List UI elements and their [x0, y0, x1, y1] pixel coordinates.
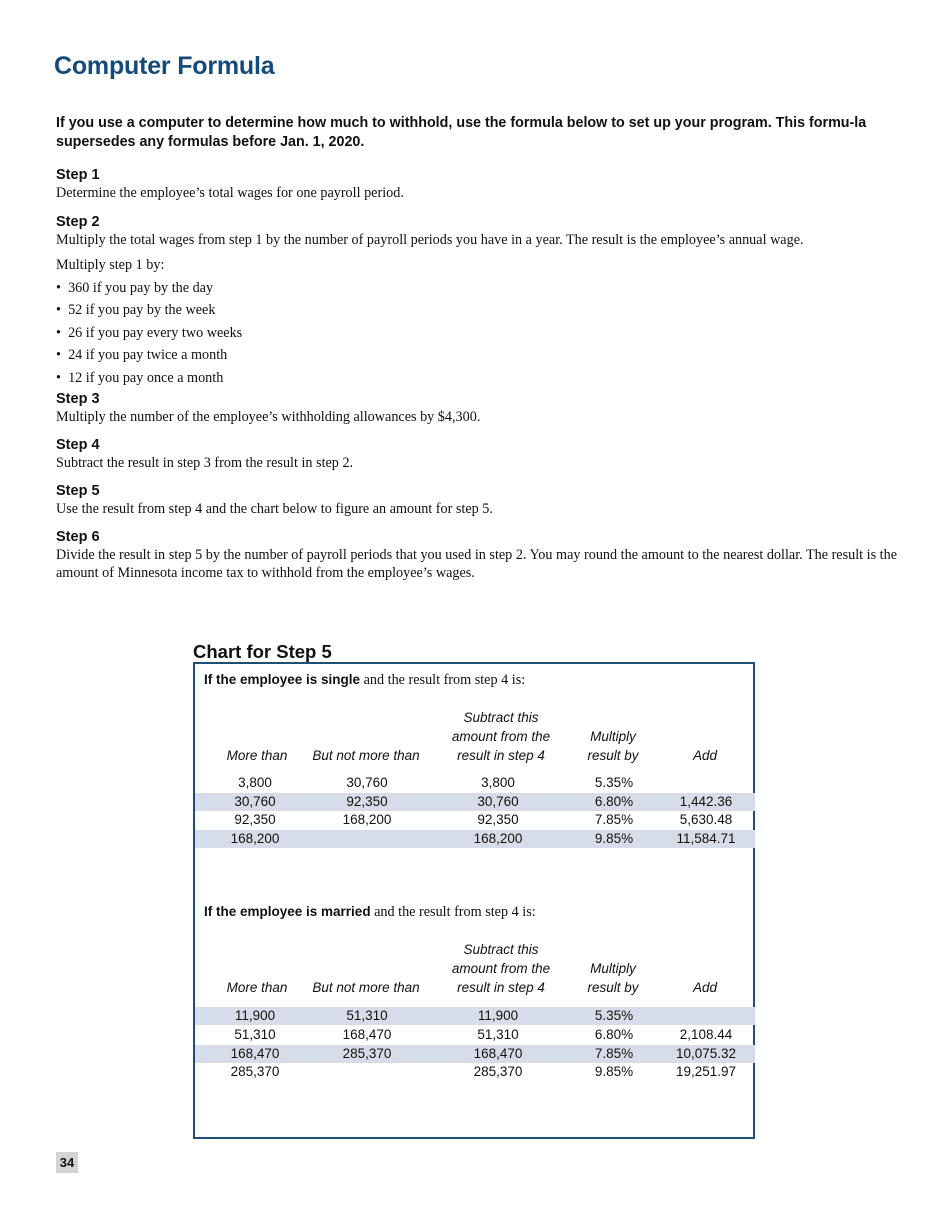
step-heading: Step 4: [56, 436, 100, 453]
list-item: • 52 if you pay by the week: [56, 302, 216, 318]
col-header-subtract: Subtract this amount from the result in step 4: [451, 710, 551, 763]
table-cell: 92,350: [346, 794, 388, 809]
chart-box: [193, 662, 755, 1139]
step-heading: Step 5: [56, 482, 100, 499]
col-header-add: Add: [692, 748, 718, 763]
step-text: Determine the employee’s total wages for one payroll period.: [56, 185, 404, 201]
table-cell: 10,075.32: [675, 1046, 737, 1061]
table-row: [195, 1007, 755, 1025]
lead-rest: and the result from step 4 is:: [360, 672, 526, 688]
table-cell: 5.35%: [594, 1008, 634, 1023]
table-cell: 7.85%: [594, 812, 634, 827]
table-cell: 7.85%: [594, 1046, 634, 1061]
table-cell: 30,760: [234, 794, 276, 809]
bullet-text: 12 if you pay once a month: [68, 369, 224, 386]
col-header-add: Add: [692, 980, 718, 995]
col-header-not-more-than: But not more than: [312, 748, 420, 763]
lead-bold: If the employee is single: [204, 672, 361, 687]
single-section-lead: [204, 672, 525, 689]
lead-rest: and the result from step 4 is:: [370, 904, 536, 920]
list-item: • 26 if you pay every two weeks: [56, 324, 243, 341]
step-1: [56, 166, 906, 213]
table-cell: 2,108.44: [679, 1027, 733, 1042]
table-row: [195, 774, 755, 792]
steps-section: [56, 166, 906, 582]
col-header-more-than: More than: [226, 980, 288, 995]
table-cell: 168,200: [230, 831, 280, 846]
table-cell: 92,350: [477, 812, 519, 827]
step-extra: Multiply step 1 by:: [56, 257, 165, 273]
table-cell: 11,900: [234, 1008, 276, 1023]
table-cell: 168,470: [230, 1046, 280, 1061]
step-text: Use the result from step 4 and the chart below to figure an amount for step 5.: [56, 500, 493, 517]
table-cell: 51,310: [346, 1008, 388, 1023]
list-item: • 24 if you pay twice a month: [56, 347, 228, 363]
table-cell: 168,200: [473, 831, 523, 846]
table-cell: 285,370: [473, 1064, 523, 1079]
table-cell: 285,370: [342, 1046, 392, 1061]
step-2: [56, 213, 906, 390]
step-text: Divide the result in step 5 by the number of payroll periods that you used in step 2. You may round the amount to the nearest dollar. The result is the amount of Minnesota income tax to withhold from the employee’s wages.: [56, 546, 897, 581]
table-row: [195, 1026, 755, 1044]
col-header-multiply: Multiply result by: [587, 961, 639, 995]
table-cell: 168,470: [342, 1027, 392, 1042]
col-header-subtract: Subtract this amount from the result in step 4: [451, 942, 551, 995]
table-cell: 9.85%: [594, 831, 634, 846]
table-cell: 51,310: [234, 1027, 276, 1042]
table-row: [195, 1063, 755, 1081]
table-row: [195, 793, 755, 811]
table-row: [195, 1045, 755, 1063]
list-item: • 12 if you pay once a month: [56, 369, 224, 386]
step-text: Multiply the total wages from step 1 by the number of payroll periods you have in a year. The result is the employee’s annual wage.: [56, 232, 804, 248]
step-text: Multiply the number of the employee’s withholding allowances by $4,300.: [56, 408, 481, 425]
table-cell: 5,630.48: [679, 812, 733, 827]
table-cell: 51,310: [477, 1027, 519, 1042]
col-header-not-more-than: But not more than: [312, 980, 420, 995]
page-title: Computer Formula: [54, 52, 275, 80]
step-5: [56, 482, 906, 528]
table-cell: 6.80%: [594, 794, 634, 809]
step-3: [56, 390, 906, 436]
list-item: • 360 if you pay by the day: [56, 279, 214, 296]
table-row: [195, 811, 755, 829]
step-heading: Step 3: [56, 390, 100, 407]
col-header-more-than: More than: [226, 748, 288, 763]
step-text: Subtract the result in step 3 from the result in step 2.: [56, 454, 354, 471]
lead-bold: If the employee is married: [204, 904, 371, 919]
step-heading: Step 1: [56, 167, 100, 183]
table-cell: 19,251.97: [675, 1064, 737, 1079]
step-4: [56, 436, 906, 482]
page-number: 34: [56, 1152, 78, 1173]
table-row: [195, 830, 755, 848]
bullet-text: 360 if you pay by the day: [68, 279, 214, 296]
table-cell: 30,760: [346, 775, 388, 790]
table-cell: 30,760: [477, 794, 519, 809]
table-cell: 11,584.71: [676, 831, 736, 846]
table-cell: 168,200: [342, 812, 392, 827]
table-cell: 5.35%: [594, 775, 634, 790]
table-cell: 1,442.36: [679, 794, 733, 809]
table-cell: 285,370: [230, 1064, 280, 1079]
step-heading: Step 6: [56, 528, 100, 545]
table-cell: 11,900: [477, 1008, 519, 1023]
table-cell: 9.85%: [594, 1064, 634, 1079]
bullet-text: 26 if you pay every two weeks: [68, 324, 243, 341]
table-cell: 92,350: [234, 812, 276, 827]
chart-title: Chart for Step 5: [193, 641, 332, 662]
married-section-lead: [204, 904, 536, 921]
step-6: [56, 528, 906, 582]
bullet-text: 52 if you pay by the week: [68, 302, 216, 318]
col-header-multiply: Multiply result by: [587, 729, 639, 763]
table-cell: 168,470: [473, 1046, 523, 1061]
table-cell: 3,800: [238, 775, 272, 790]
table-cell: 6.80%: [594, 1027, 634, 1042]
table-cell: 3,800: [481, 775, 515, 790]
step-heading: Step 2: [56, 214, 100, 230]
intro-paragraph: If you use a computer to determine how much to withhold, use the formula below to set up your program. This formu-la supersedes any formulas before Jan. 1, 2020.: [56, 115, 867, 150]
bullet-text: 24 if you pay twice a month: [68, 347, 228, 363]
